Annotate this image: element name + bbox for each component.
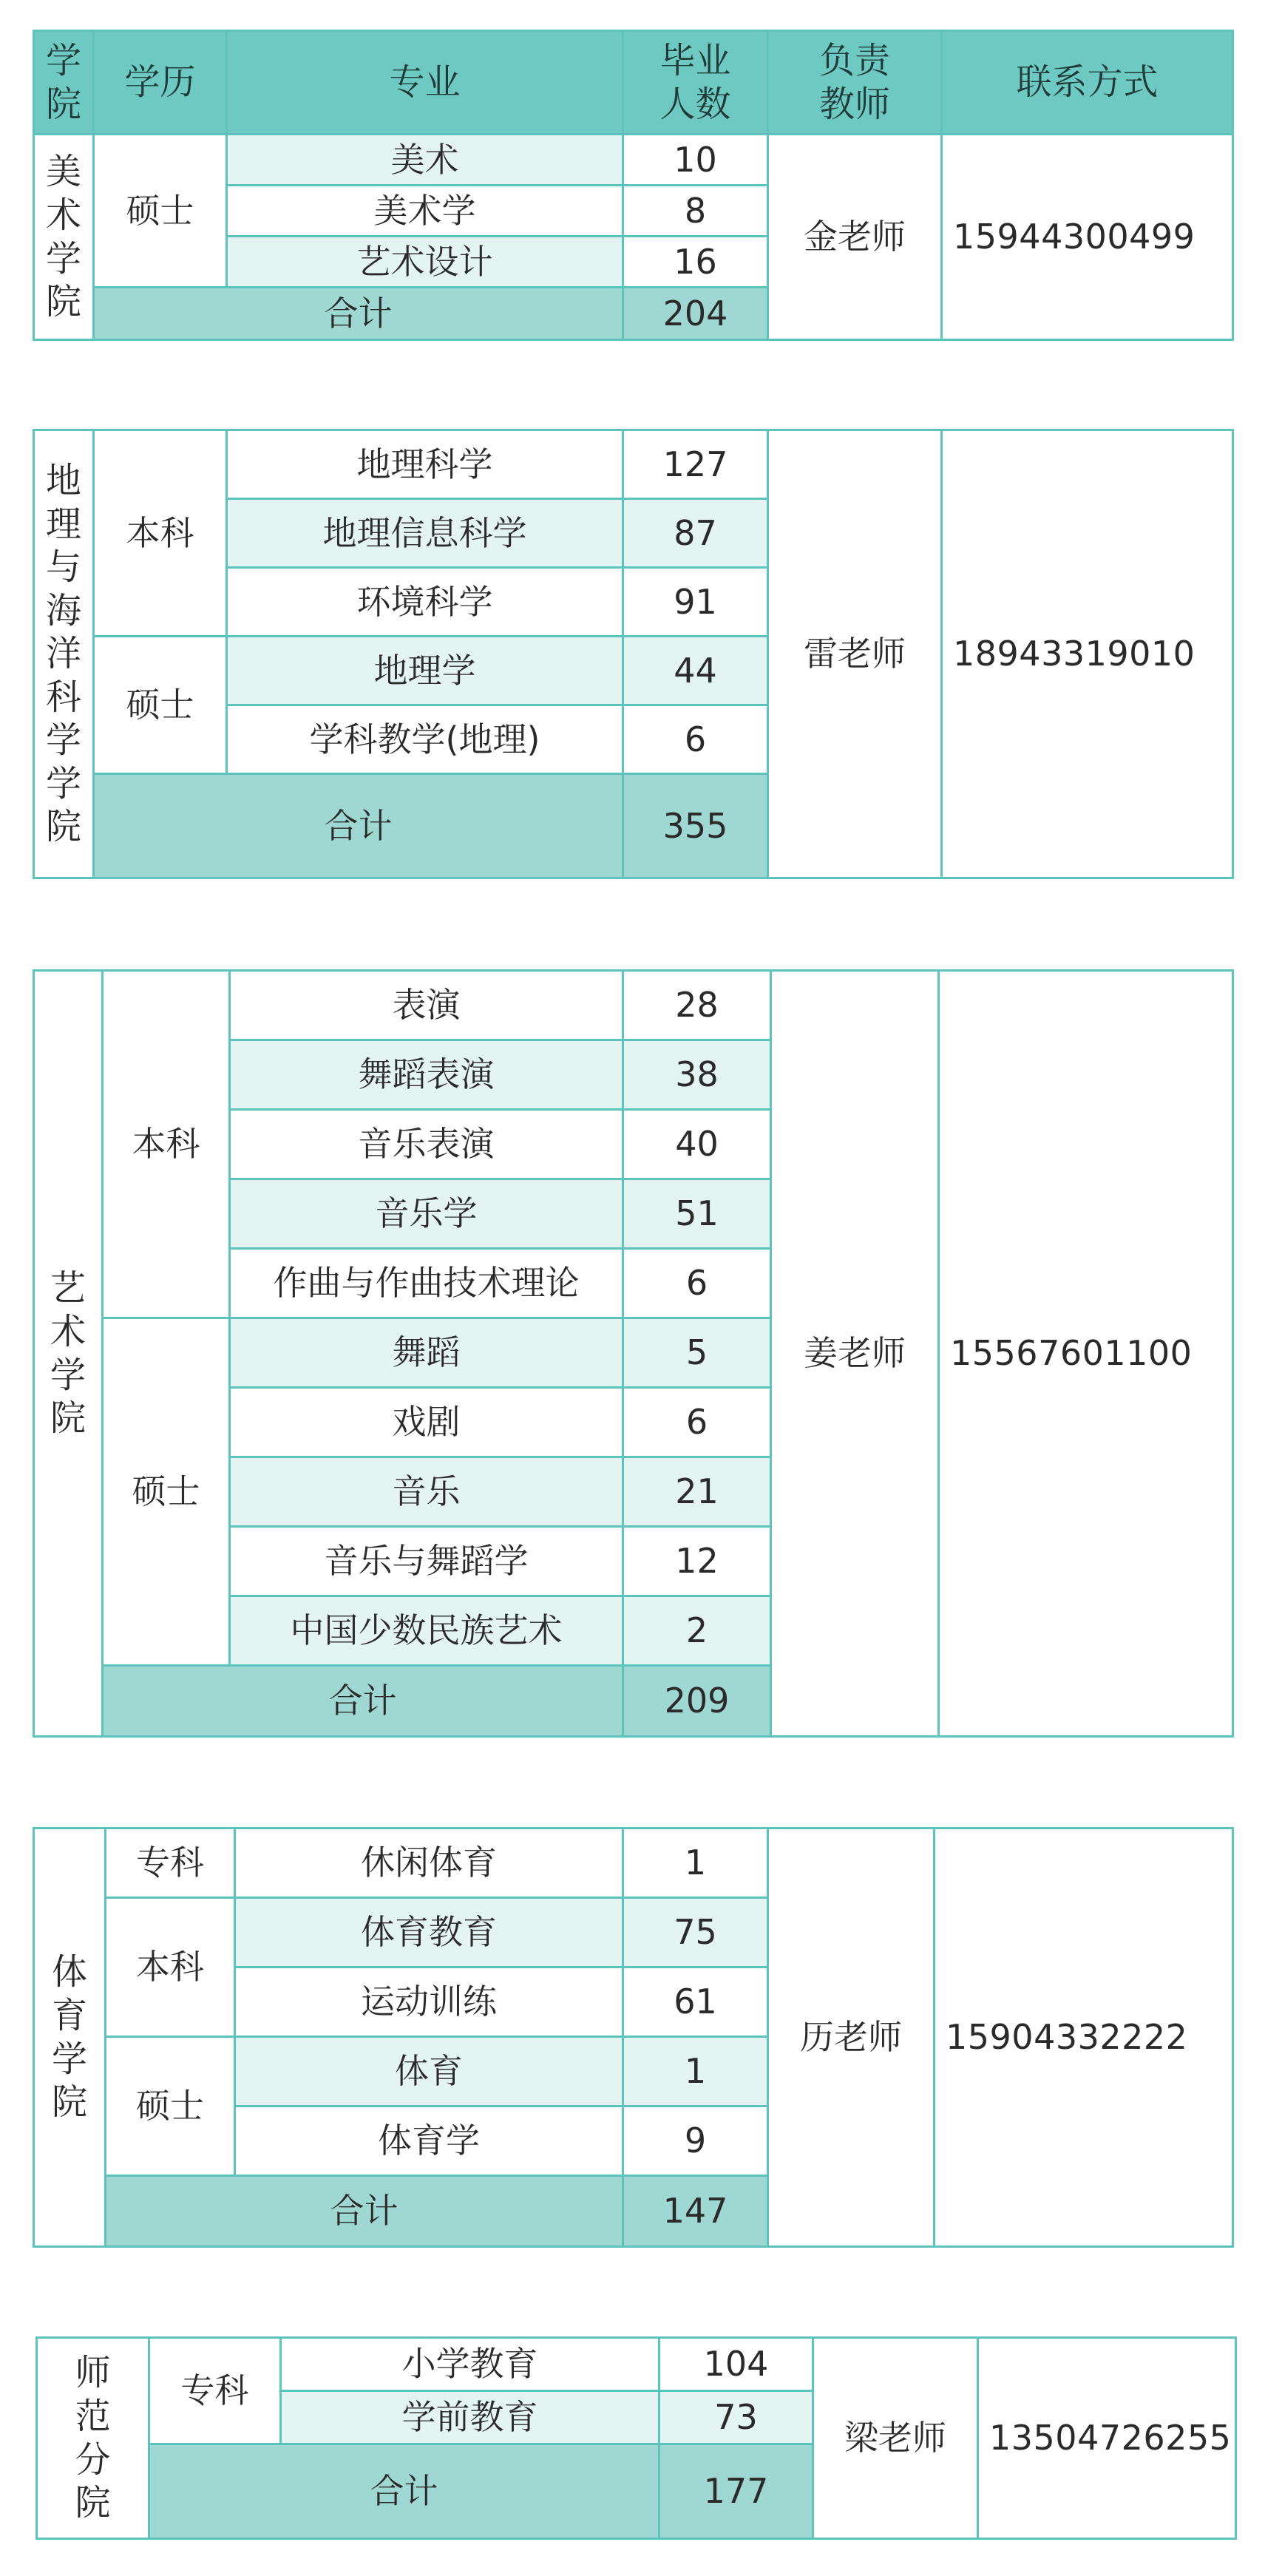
- major-cell: 音乐学: [230, 1179, 623, 1249]
- teacher-cell: 历老师: [768, 1828, 935, 2247]
- major-cell: 音乐: [230, 1457, 623, 1527]
- count-cell: 127: [623, 430, 768, 499]
- enrollment-table: [33, 1827, 1234, 2248]
- major-cell: 地理科学: [227, 430, 623, 499]
- count-cell: 51: [623, 1179, 771, 1249]
- count-cell: 61: [623, 1967, 768, 2037]
- college-cell: 美 术 学 院: [34, 135, 94, 340]
- table-block-normal-school: [35, 2336, 1235, 2538]
- count-cell: 44: [623, 637, 768, 705]
- phone-cell: 15904332222: [935, 1828, 1233, 2247]
- major-cell: 艺术设计: [227, 237, 623, 288]
- count-cell: 38: [623, 1040, 771, 1110]
- table-row: [34, 1828, 1233, 1898]
- table-block-fine-arts: [33, 30, 1232, 339]
- degree-cell: 本科: [94, 430, 227, 637]
- college-cell: 地 理 与 海 洋 科 学 学 院: [34, 430, 94, 878]
- total-count: 209: [623, 1666, 771, 1737]
- major-cell: 体育: [235, 2037, 623, 2106]
- count-cell: 5: [623, 1318, 771, 1388]
- count-cell: 9: [623, 2106, 768, 2176]
- major-cell: 学科教学(地理): [227, 705, 623, 774]
- enrollment-table: [33, 969, 1234, 1738]
- total-label: 合计: [94, 774, 623, 878]
- teacher-cell: 雷老师: [768, 430, 942, 878]
- major-cell: 体育学: [235, 2106, 623, 2176]
- header-teacher: 负责 教师: [768, 31, 942, 135]
- count-cell: 28: [623, 971, 771, 1040]
- count-cell: 2: [623, 1596, 771, 1666]
- count-cell: 91: [623, 568, 768, 637]
- teacher-cell: 金老师: [768, 135, 942, 340]
- major-cell: 作曲与作曲技术理论: [230, 1249, 623, 1318]
- total-count: 177: [659, 2444, 813, 2539]
- count-cell: 1: [623, 1828, 768, 1898]
- phone-cell: 15944300499: [942, 135, 1233, 340]
- header-major: 专业: [227, 31, 623, 135]
- degree-cell: 硕士: [94, 135, 227, 288]
- count-cell: 16: [623, 237, 768, 288]
- major-cell: 地理信息科学: [227, 499, 623, 568]
- count-cell: 1: [623, 2037, 768, 2106]
- header-row: [34, 31, 1233, 135]
- major-cell: 美术学: [227, 186, 623, 237]
- major-cell: 地理学: [227, 637, 623, 705]
- degree-cell: 本科: [103, 971, 230, 1318]
- major-cell: 戏剧: [230, 1388, 623, 1457]
- major-cell: 美术: [227, 135, 623, 186]
- enrollment-table: [35, 2336, 1237, 2540]
- major-cell: 舞蹈: [230, 1318, 623, 1388]
- teacher-cell: 梁老师: [813, 2338, 978, 2539]
- count-cell: 6: [623, 1388, 771, 1457]
- degree-cell: 专科: [149, 2338, 281, 2444]
- major-cell: 学前教育: [281, 2391, 659, 2444]
- count-cell: 6: [623, 705, 768, 774]
- count-cell: 73: [659, 2391, 813, 2444]
- phone-cell: 15567601100: [939, 971, 1233, 1737]
- table-row: [37, 2338, 1236, 2391]
- major-cell: 表演: [230, 971, 623, 1040]
- table-block-sports: [33, 1827, 1232, 2245]
- degree-cell: 硕士: [94, 637, 227, 774]
- enrollment-table: [33, 429, 1234, 879]
- total-count: 147: [623, 2176, 768, 2247]
- count-cell: 40: [623, 1110, 771, 1179]
- major-cell: 环境科学: [227, 568, 623, 637]
- major-cell: 中国少数民族艺术: [230, 1596, 623, 1666]
- total-label: 合计: [149, 2444, 659, 2539]
- count-cell: 12: [623, 1527, 771, 1596]
- major-cell: 小学教育: [281, 2338, 659, 2391]
- header-degree: 学历: [94, 31, 227, 135]
- header-college: 学 院: [34, 31, 94, 135]
- total-label: 合计: [94, 288, 623, 340]
- college-cell: 体 育 学 院: [34, 1828, 106, 2247]
- table-row: [34, 430, 1233, 499]
- count-cell: 8: [623, 186, 768, 237]
- count-cell: 104: [659, 2338, 813, 2391]
- major-cell: 运动训练: [235, 1967, 623, 2037]
- phone-cell: 18943319010: [942, 430, 1233, 878]
- count-cell: 75: [623, 1898, 768, 1967]
- phone-cell: 13504726255: [978, 2338, 1236, 2539]
- header-contact: 联系方式: [942, 31, 1233, 135]
- college-cell: 师 范 分 院: [37, 2338, 149, 2539]
- table-block-arts: [33, 969, 1232, 1735]
- total-count: 204: [623, 288, 768, 340]
- major-cell: 音乐表演: [230, 1110, 623, 1179]
- degree-cell: 本科: [106, 1898, 235, 2037]
- count-cell: 6: [623, 1249, 771, 1318]
- total-count: 355: [623, 774, 768, 878]
- teacher-cell: 姜老师: [771, 971, 939, 1737]
- count-cell: 10: [623, 135, 768, 186]
- degree-cell: 硕士: [103, 1318, 230, 1666]
- degree-cell: 专科: [106, 1828, 235, 1898]
- table-row: [34, 135, 1233, 186]
- total-label: 合计: [103, 1666, 623, 1737]
- major-cell: 体育教育: [235, 1898, 623, 1967]
- major-cell: 舞蹈表演: [230, 1040, 623, 1110]
- major-cell: 休闲体育: [235, 1828, 623, 1898]
- college-cell: 艺 术 学 院: [34, 971, 103, 1737]
- count-cell: 87: [623, 499, 768, 568]
- header-count: 毕业 人数: [623, 31, 768, 135]
- degree-cell: 硕士: [106, 2037, 235, 2176]
- table-block-geography: [33, 429, 1232, 877]
- total-label: 合计: [106, 2176, 623, 2247]
- table-row: [34, 971, 1233, 1040]
- major-cell: 音乐与舞蹈学: [230, 1527, 623, 1596]
- enrollment-table: [33, 30, 1234, 341]
- count-cell: 21: [623, 1457, 771, 1527]
